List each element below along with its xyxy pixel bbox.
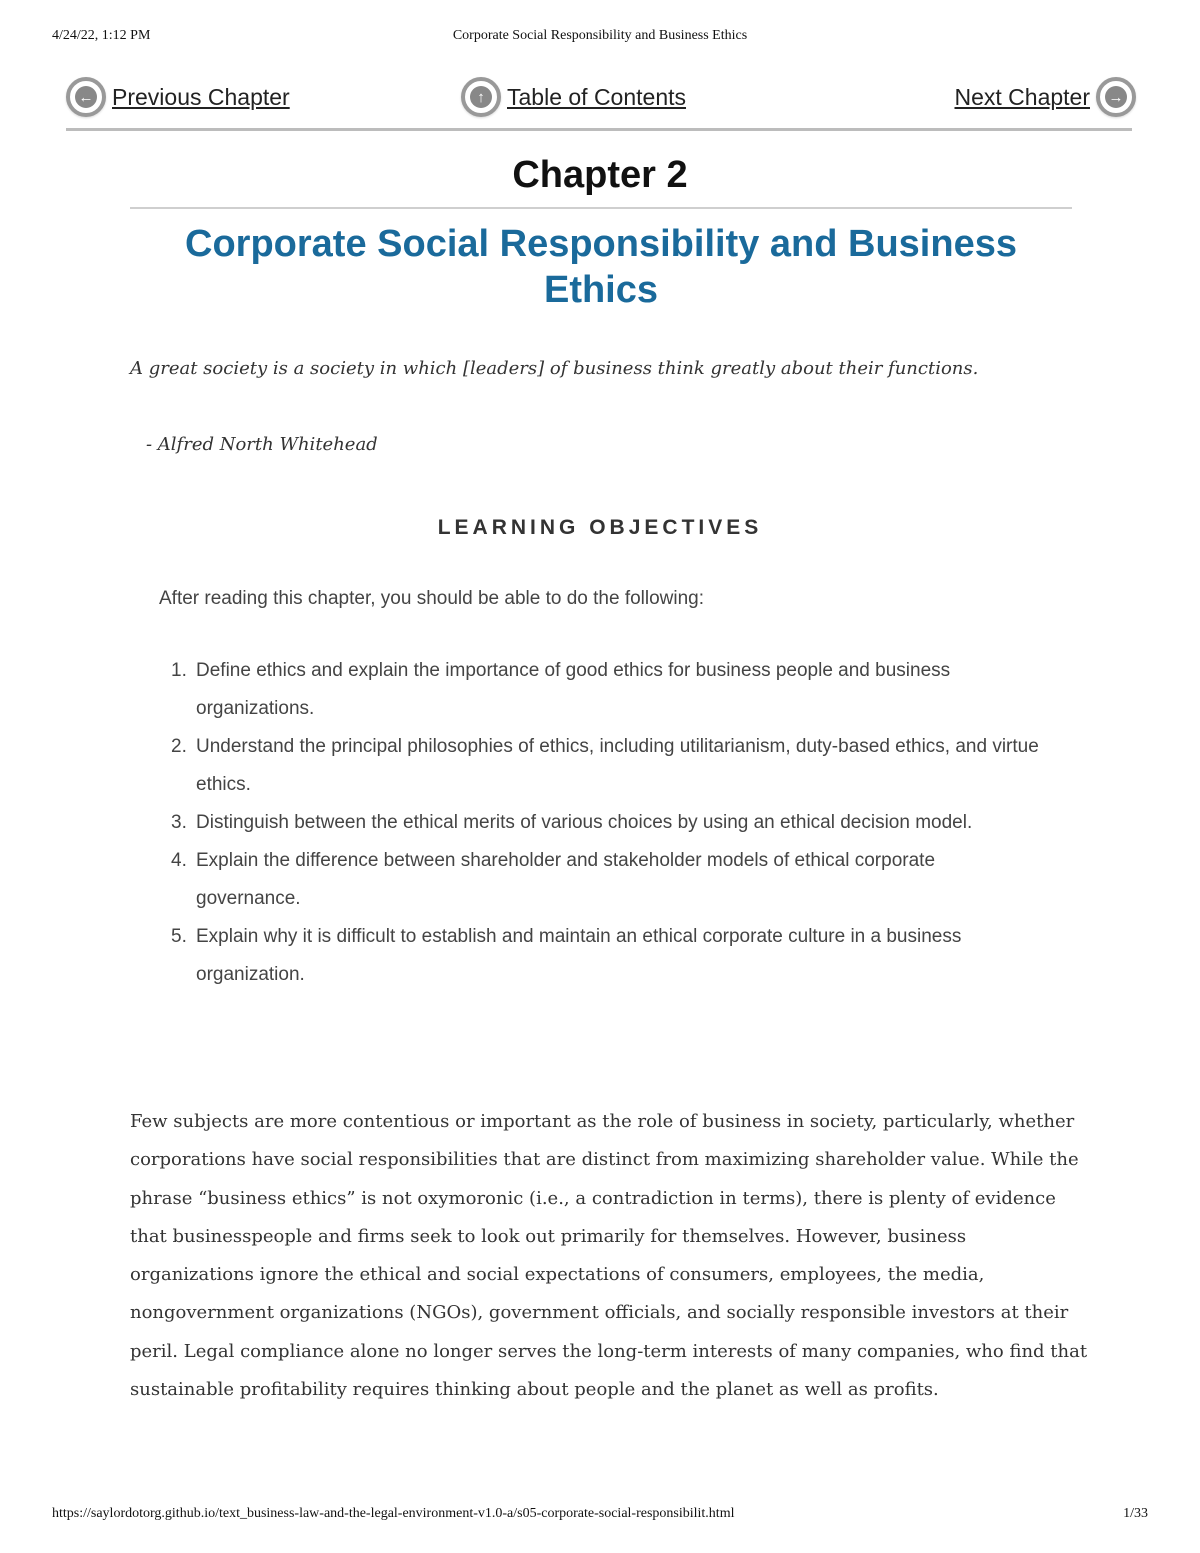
- print-date: 4/24/22, 1:12 PM: [52, 28, 151, 43]
- list-item: [159, 728, 1039, 804]
- epigraph-author: - Alfred North Whitehead: [146, 434, 378, 455]
- list-item-number: 4.: [171, 850, 187, 871]
- list-item-number: 3.: [171, 812, 187, 833]
- chapter-divider: [130, 207, 1072, 209]
- arrow-right-icon[interactable]: →: [1096, 77, 1136, 117]
- learning-objectives-heading: LEARNING OBJECTIVES: [437, 516, 763, 539]
- print-footer: [52, 1506, 1148, 1526]
- chapter-number: Chapter 2: [512, 154, 688, 196]
- arrow-left-icon[interactable]: ←: [66, 77, 106, 117]
- list-item: [159, 842, 1039, 918]
- list-item-number: 2.: [171, 736, 187, 757]
- table-of-contents-nav[interactable]: [461, 72, 686, 122]
- list-item-number: 1.: [171, 660, 187, 681]
- previous-chapter-link[interactable]: Previous Chapter: [112, 83, 290, 110]
- table-of-contents-link[interactable]: Table of Contents: [507, 83, 687, 110]
- list-item: [159, 918, 1039, 994]
- learning-objectives-list: [159, 652, 1039, 994]
- body-paragraph: Few subjects are more contentious or important as the role of business in society, particularly, whether corporations have social responsibilities that are distinct from maximizing shareholder value. While the phrase “business ethics” is not oxymoronic (i.e., a contradiction in terms), there is plenty of evidence that businesspeople and firms seek to look out primarily for themselves. However, business organizations ignore the ethical and social expectations of consumers, employees, the media, nongovernment organizations (NGOs), government officials, and socially responsible investors at their peril. Legal compliance alone no longer serves the long-term interests of many companies, who find that sustainable profitability requires thinking about people and the planet as well as profits.: [130, 1111, 1088, 1401]
- previous-chapter-nav[interactable]: [66, 72, 290, 122]
- list-item-text: Explain the difference between shareholder and stakeholder models of ethical corporate governance.: [196, 850, 936, 909]
- print-header: [52, 28, 1148, 50]
- chapter-navigation: [66, 72, 1136, 124]
- list-item-text: Explain why it is difficult to establish and maintain an ethical corporate culture in a business organization.: [196, 926, 962, 985]
- list-item-text: Define ethics and explain the importance of good ethics for business people and business organizations.: [196, 660, 951, 719]
- list-item: [159, 804, 1039, 842]
- page-number: 1/33: [1123, 1506, 1148, 1521]
- arrow-up-icon[interactable]: ↑: [461, 77, 501, 117]
- list-item-text: Understand the principal philosophies of ethics, including utilitarianism, duty-based ethics, and virtue ethics.: [196, 736, 1039, 795]
- learning-objectives-intro: After reading this chapter, you should be able to do the following:: [159, 588, 705, 609]
- epigraph-quote: A great society is a society in which [leaders] of business think greatly about their functions.: [130, 358, 979, 379]
- print-url: https://saylordotorg.github.io/text_business-law-and-the-legal-environment-v1.0-a/s05-corporate-social-responsibilit.html: [52, 1506, 735, 1521]
- next-chapter-link[interactable]: Next Chapter: [954, 83, 1090, 110]
- list-item-text: Distinguish between the ethical merits of various choices by using an ethical decision model.: [196, 812, 973, 833]
- print-title: Corporate Social Responsibility and Business Ethics: [452, 28, 748, 43]
- list-item-number: 5.: [171, 926, 187, 947]
- nav-divider: [66, 128, 1132, 131]
- list-item: [159, 652, 1039, 728]
- chapter-title: Corporate Social Responsibility and Business Ethics: [185, 223, 1017, 311]
- next-chapter-nav[interactable]: [954, 72, 1136, 122]
